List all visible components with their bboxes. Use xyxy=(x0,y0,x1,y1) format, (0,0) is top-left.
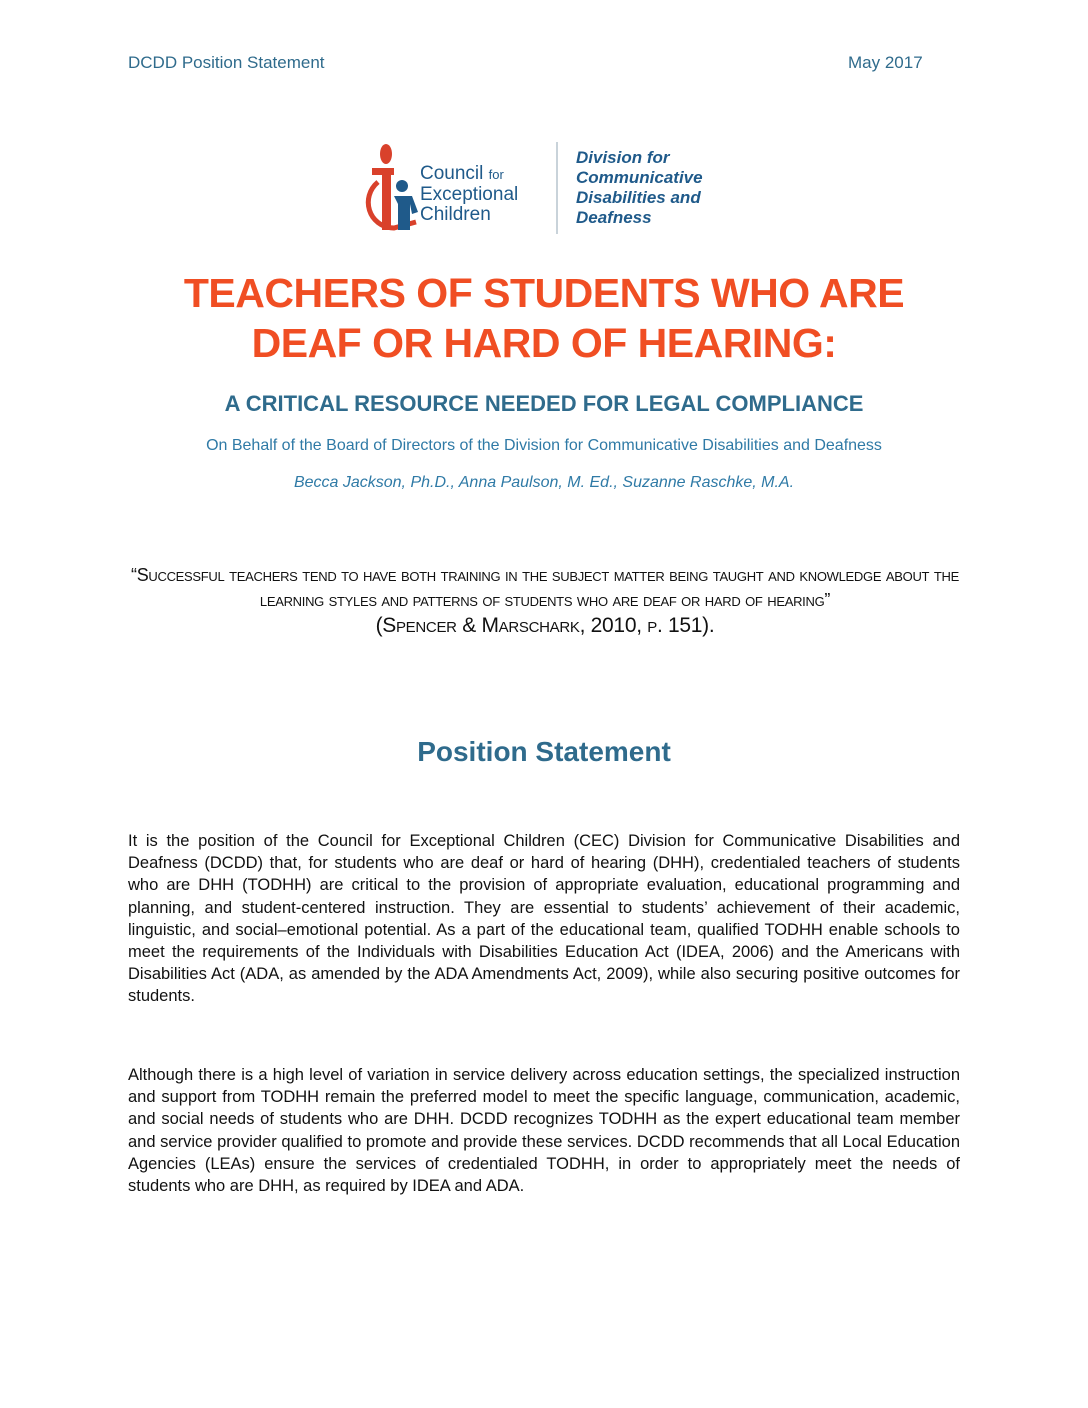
dcdd-line-4: Deafness xyxy=(576,208,652,227)
organization-logo xyxy=(364,138,734,238)
running-header-date: May 2017 xyxy=(848,53,923,72)
on-behalf-line: On Behalf of the Board of Directors of the Division for Communicative Disabilities and Deafness xyxy=(206,437,882,454)
quote-citation: (Spencer & Marschark, 2010, p. 151). xyxy=(375,614,715,637)
dcdd-wordmark xyxy=(576,148,703,228)
title-line-2: DEAF OR HARD OF HEARING: xyxy=(251,320,837,366)
quote-text: “Successful teachers tend to have both training in the subject matter being taught and knowledge about the learning styles and patterns of students who are deaf or hard of hearing” xyxy=(131,565,959,610)
dcdd-line-3: Disabilities and xyxy=(576,188,701,207)
cec-wordmark xyxy=(420,164,518,225)
body-paragraph: It is the position of the Council for Exceptional Children (CEC) Division for Communicative Disabilities and Deafness (DCDD) that, for students who are deaf or hard of hearing (DHH), credentialed teachers of students who are DHH (TODHH) are critical to the provision of appropriate evaluation, educational programming and planning, and student-centered instruction. They are essential to students’ achievement of their academic, linguistic, and social–emotional potential. As a part of the educational team, qualified TODHH enable schools to meet the requirements of the Individuals with Disabilities Education Act (IDEA, 2006) and the Americans with Disabilities Act (ADA, as amended by the ADA Amendments Act, 2009), while also securing positive outcomes for students. xyxy=(128,832,960,1006)
cec-figure-icon xyxy=(364,142,420,238)
body-paragraph: Although there is a high level of variation in service delivery across education settings, the specialized instruction and support from TODHH remain the preferred model to meet the specific language, communication, academic, and social needs of students who are DHH. DCDD recognizes TODHH as the expert educational team member and service provider qualified to promote and provide these services. DCDD recommends that all Local Education Agencies (LEAs) ensure the services of credentialed TODHH, in order to appropriately meet the needs of students who are DHH, as required by IDEA and ADA. xyxy=(128,1066,960,1196)
logo-divider xyxy=(556,142,558,234)
cec-line-2: Exceptional xyxy=(420,184,519,205)
document-title xyxy=(0,268,1088,368)
cec-line-3: Children xyxy=(420,204,491,225)
document-subtitle: A CRITICAL RESOURCE NEEDED FOR LEGAL COMPLIANCE xyxy=(224,391,864,416)
cec-line-1: Council xyxy=(420,163,484,184)
epigraph-quote xyxy=(120,563,970,638)
authors-line: Becca Jackson, Ph.D., Anna Paulson, M. Ed., Suzanne Raschke, M.A. xyxy=(293,474,795,491)
dcdd-line-2: Communicative xyxy=(576,168,703,187)
section-heading: Position Statement xyxy=(417,736,671,767)
cec-for: for xyxy=(488,167,504,182)
running-header-title: DCDD Position Statement xyxy=(128,53,325,72)
dcdd-line-1: Division for xyxy=(576,148,670,167)
title-line-1: TEACHERS OF STUDENTS WHO ARE xyxy=(183,270,905,316)
